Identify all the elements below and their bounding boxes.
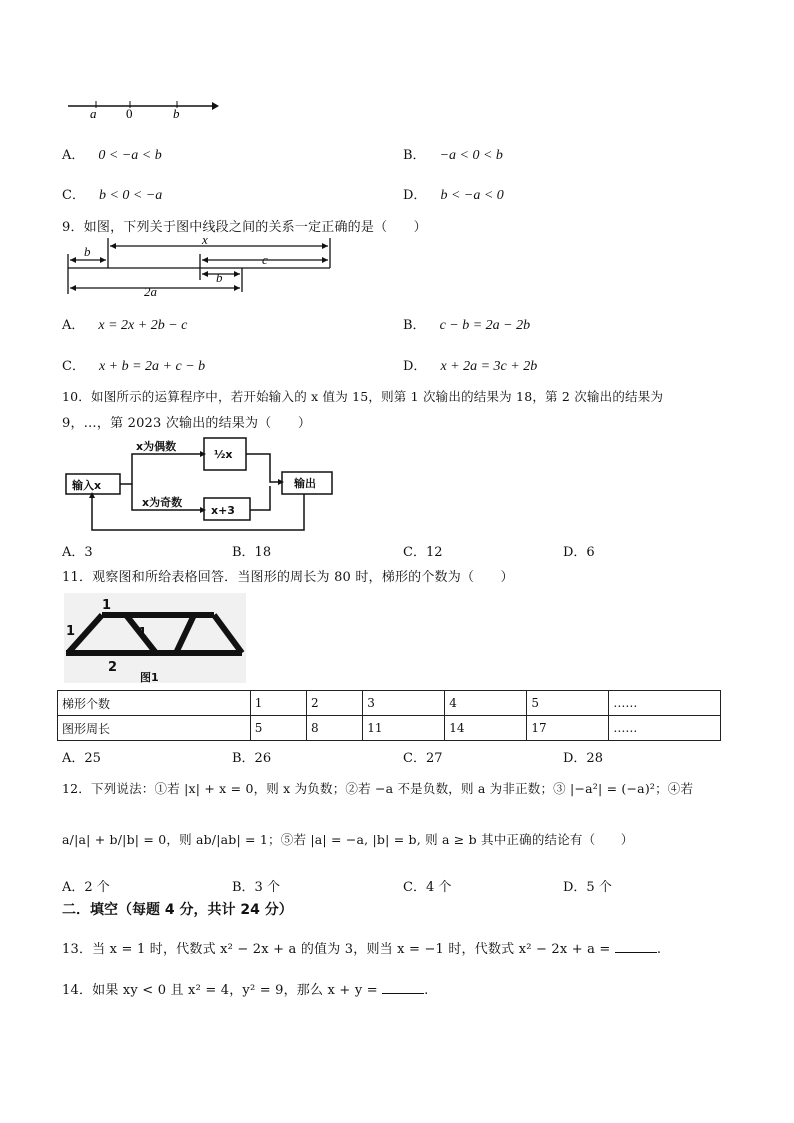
q13-end: . bbox=[656, 942, 662, 957]
q9-option-b[interactable]: B． c − b = 2a − 2b bbox=[403, 318, 531, 333]
fig-label-2: 2 bbox=[108, 660, 118, 675]
q11-stem: 11．观察图和所给表格回答．当图形的周长为 80 时，梯形的个数为（ ） bbox=[62, 570, 514, 585]
table-cell: 5 bbox=[250, 716, 306, 741]
flow-input: 输入x bbox=[72, 479, 102, 492]
q9-stem: 9．如图，下列关于图中线段之间的关系一定正确的是（ ） bbox=[62, 220, 427, 235]
number-line-figure bbox=[64, 96, 220, 124]
q9-option-a[interactable]: A． x = 2x + 2b − c bbox=[62, 318, 188, 333]
label-b2: b bbox=[216, 270, 223, 285]
q14 bbox=[62, 979, 428, 998]
fig-caption: 图1 bbox=[140, 671, 159, 683]
q12-line1: 12．下列说法：①若 |x| + x = 0，则 x 为负数；②若 −a 不是负数，则 a 为非正数；③ |−a²| = (−a)²；④若 bbox=[62, 781, 694, 796]
q13-text: 13．当 x = 1 时，代数式 x² − 2x + a 的值为 3，则当 x = −1 时，代数式 x² − 2x + a = bbox=[62, 942, 611, 957]
q13 bbox=[62, 938, 661, 957]
flow-half: ½x bbox=[214, 448, 233, 461]
q14-end: . bbox=[424, 983, 429, 998]
label-c: c bbox=[262, 252, 268, 267]
q8-option-a[interactable]: A． 0 < −a < b bbox=[62, 148, 162, 163]
q12-option-d[interactable]: D．5 个 bbox=[563, 880, 612, 895]
table-cell: 14 bbox=[445, 716, 527, 741]
flow-odd: x为奇数 bbox=[142, 496, 183, 509]
label-x: x bbox=[202, 234, 208, 247]
table-cell: 梯形个数 bbox=[58, 691, 251, 716]
q12-option-c[interactable]: C．4 个 bbox=[403, 880, 452, 895]
q12-option-b[interactable]: B．3 个 bbox=[232, 880, 280, 895]
q14-blank[interactable] bbox=[382, 983, 424, 994]
q8-option-d[interactable]: D． b < −a < 0 bbox=[403, 188, 504, 203]
q10-option-b[interactable]: B．18 bbox=[232, 545, 272, 560]
q11-option-b[interactable]: B．26 bbox=[232, 751, 272, 766]
flow-plus3: x+3 bbox=[211, 504, 235, 517]
table-cell: 11 bbox=[363, 716, 445, 741]
table-row bbox=[58, 691, 721, 716]
label-b: b bbox=[173, 106, 180, 121]
q9-option-c[interactable]: C． x + b = 2a + c − b bbox=[62, 359, 206, 374]
flowchart-figure bbox=[64, 434, 336, 534]
flow-even: x为偶数 bbox=[136, 440, 177, 453]
q10-stem-line1: 10．如图所示的运算程序中，若开始输入的 x 值为 15，则第 1 次输出的结果为 18，第 2 次输出的结果为 bbox=[62, 389, 664, 404]
label-b1: b bbox=[84, 244, 91, 259]
q10-stem-line2: 9，…，第 2023 次输出的结果为（ ） bbox=[62, 416, 312, 431]
table-cell: …… bbox=[609, 691, 721, 716]
q10-option-c[interactable]: C．12 bbox=[403, 545, 443, 560]
trapezoid-figure bbox=[64, 593, 246, 683]
fig-label-1c: 1 bbox=[138, 626, 148, 641]
table-cell: …… bbox=[609, 716, 721, 741]
q12-option-a[interactable]: A．2 个 bbox=[62, 880, 110, 895]
q8-option-b[interactable]: B． −a < 0 < b bbox=[403, 148, 503, 163]
q13-blank[interactable] bbox=[615, 942, 657, 953]
q9-option-d[interactable]: D． x + 2a = 3c + 2b bbox=[403, 359, 538, 374]
table-cell: 1 bbox=[250, 691, 306, 716]
q11-option-d[interactable]: D．28 bbox=[563, 751, 603, 766]
table-cell: 17 bbox=[527, 716, 609, 741]
flow-output: 输出 bbox=[294, 477, 316, 490]
table-cell: 2 bbox=[306, 691, 362, 716]
table-cell: 4 bbox=[445, 691, 527, 716]
label-zero: 0 bbox=[126, 106, 133, 121]
section-heading: 二．填空（每题 4 分，共计 24 分） bbox=[62, 902, 293, 918]
table-row bbox=[58, 716, 721, 741]
table-cell: 3 bbox=[363, 691, 445, 716]
table-cell: 图形周长 bbox=[58, 716, 251, 741]
q11-option-a[interactable]: A．25 bbox=[62, 751, 101, 766]
q11-table bbox=[57, 690, 721, 741]
fig-label-1b: 1 bbox=[66, 624, 76, 639]
table-cell: 8 bbox=[306, 716, 362, 741]
q14-text: 14．如果 xy < 0 且 x² = 4，y² = 9，那么 x + y = bbox=[62, 983, 378, 998]
q8-option-c[interactable]: C． b < 0 < −a bbox=[62, 188, 163, 203]
table-cell: 5 bbox=[527, 691, 609, 716]
q11-option-c[interactable]: C．27 bbox=[403, 751, 443, 766]
q12-line2: a/|a| + b/|b| = 0，则 ab/|ab| = 1；⑤若 |a| = −a, |b| = b, 则 a ≥ b 其中正确的结论有（ ） bbox=[62, 832, 634, 847]
label-a: a bbox=[90, 106, 97, 121]
fig-label-1a: 1 bbox=[102, 598, 112, 613]
segment-figure bbox=[64, 234, 344, 298]
label-2a: 2a bbox=[144, 284, 157, 298]
q10-option-a[interactable]: A．3 bbox=[62, 545, 93, 560]
q10-option-d[interactable]: D．6 bbox=[563, 545, 595, 560]
